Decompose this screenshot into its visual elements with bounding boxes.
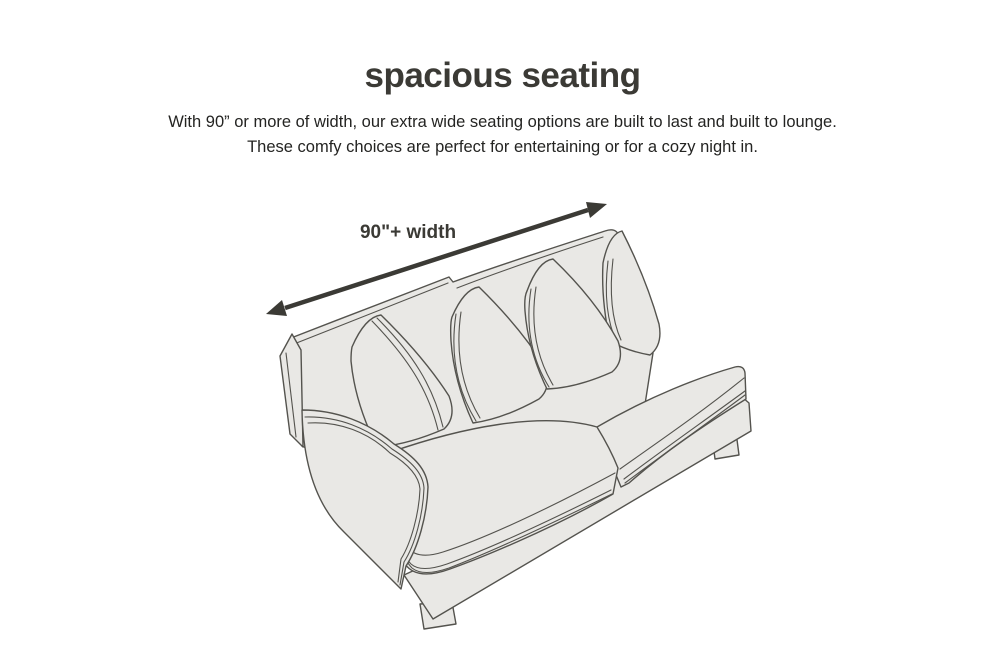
description-line-2: These comfy choices are perfect for entertaining or for a cozy night in. bbox=[247, 138, 758, 156]
sofa-back-wing bbox=[280, 334, 303, 447]
dimension-arrowhead-left bbox=[266, 300, 287, 316]
dimension-label: 90"+ width bbox=[359, 222, 457, 243]
description-line-1: With 90” or more of width, our extra wide seating options are built to last and built to lounge. bbox=[168, 113, 837, 131]
page-title: spacious seating bbox=[364, 56, 641, 95]
dimension-arrowhead-right bbox=[586, 202, 607, 218]
sofa-drawing bbox=[280, 230, 751, 629]
